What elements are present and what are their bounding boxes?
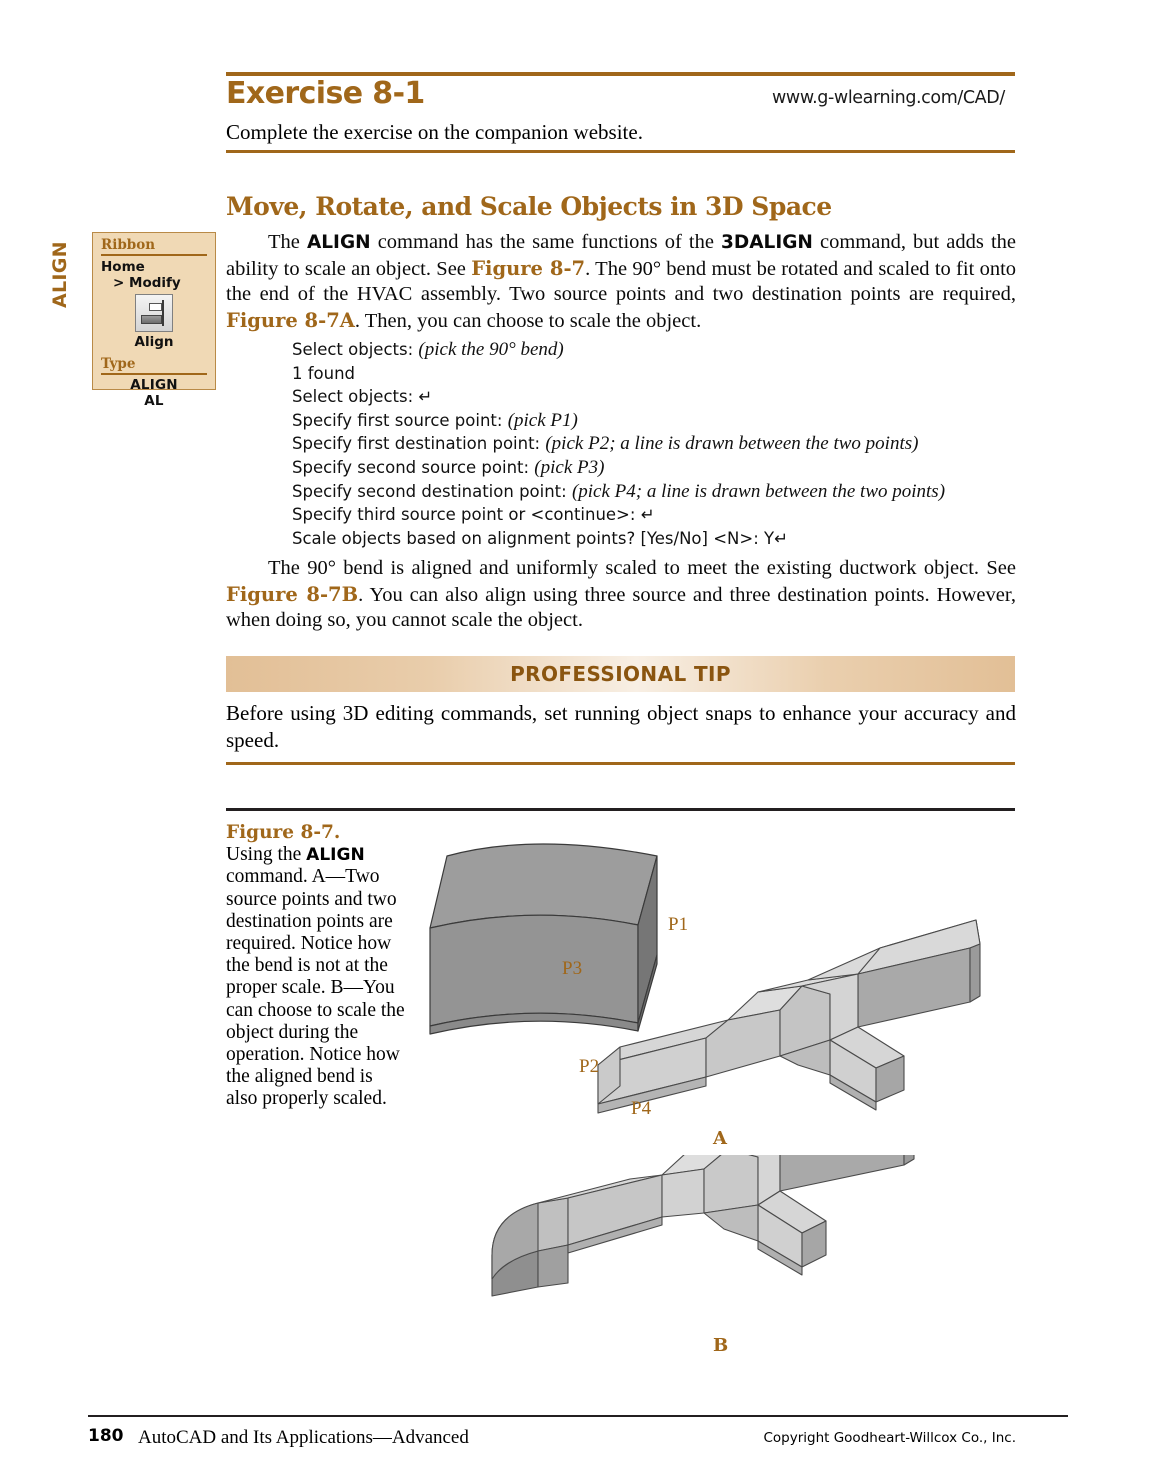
point-label-p4: P4 [631,1098,652,1119]
command-line [292,527,945,551]
point-label-p3: P3 [562,958,583,979]
footer-copyright: Copyright Goodheart-Willcox Co., Inc. [763,1430,1016,1446]
footer-rule [88,1415,1068,1417]
ribbon-reference-box [92,232,216,409]
command-line [292,432,945,456]
p1-text-c: command, but adds the ability to scale an object. See [226,231,1017,280]
professional-tip-bottom-rule [226,762,1015,765]
point-label-p1: P1 [668,914,689,935]
paragraph-align-intro [226,230,1016,334]
command-annotation: (pick P4; a line is drawn between the two points) [571,480,946,502]
align-icon-caption: Align [134,334,174,350]
p2-text-a: The 90° bend is aligned and uniformly scaled to meet the existing ductwork object. See [268,557,1016,579]
figure-number: Figure 8-7. [226,822,341,843]
footer-page-number: 180 [88,1426,124,1446]
p1-cmd-align: ALIGN [306,232,371,253]
footer-book-title: AutoCAD and Its Applications—Advanced [138,1427,469,1448]
command-name-vertical-label: ALIGN [49,241,71,308]
figure-caption-a: Using the [226,844,307,866]
align-icon-rect-top [149,303,162,311]
figure-caption [226,822,406,1111]
bend-solid-a [430,844,657,1034]
ribbon-box-header: Ribbon [101,237,156,253]
command-annotation: (pick P2; a line is drawn between the two points) [545,433,919,455]
figure-panel-b-label: B [713,1335,729,1356]
page-title: Exercise 8-1 [226,76,425,111]
ductwork-assembly-b [492,1155,914,1296]
figure-ref-8-7b[interactable]: Figure 8-7B [226,582,359,606]
figure-caption-cmd: ALIGN [306,845,365,866]
command-line [292,385,945,409]
align-icon-rect-bottom [141,315,162,324]
exercise-subtitle: Complete the exercise on the companion website. [226,120,643,144]
p1-cmd-3dalign: 3DALIGN [721,232,813,253]
figure-ref-8-7a[interactable]: Figure 8-7A [226,308,355,332]
figure-top-rule [226,808,1015,811]
command-prompt: Specify first source point: [292,410,508,430]
p2-text-b: . You can also align using three source and three destination points. However, when doing so, you cannot scale the object. [226,583,1017,631]
figure-b-drawing [490,1155,1015,1320]
point-label-p2: P2 [579,1056,600,1077]
command-annotation: (pick the 90° bend) [418,339,564,360]
command-sequence-block [292,338,945,550]
paragraph-align-result [226,556,1016,634]
command-annotation: (pick P3) [534,456,605,478]
figure-panel-a [425,818,1013,1118]
p1-text-d: . The 90° bend must be rotated and scaled to fit onto the end of the HVAC assembly. Two source points and two destination points are required, [226,257,1017,305]
p1-text-a: The [268,231,307,253]
command-prompt: Specify second source point: [292,457,535,477]
command-prompt: Select objects: [292,340,419,359]
ribbon-header-divider [101,254,207,256]
command-line [292,456,945,480]
figure-a-drawing [425,818,1013,1118]
p1-text-e: . Then, you can choose to scale the object. [354,309,702,332]
command-prompt: Specify first destination point: [292,434,546,454]
professional-tip-text: Before using 3D editing commands, set running object snaps to enhance your accuracy and speed. [226,701,1016,752]
type-value-al: AL [144,393,164,409]
command-prompt: 1 found [292,363,356,383]
companion-website-url[interactable]: www.g-wlearning.com/CAD/ [772,88,1005,108]
professional-tip-banner [226,656,1015,692]
p1-text-b: command has the same functions of the [370,231,722,253]
type-header-divider [101,373,207,375]
command-line [292,409,945,433]
command-line [292,362,945,386]
professional-tip-title: PROFESSIONAL TIP [510,662,731,686]
align-icon[interactable] [135,294,173,332]
type-value-align: ALIGN [130,377,178,393]
command-prompt: Specify second destination point: [292,481,572,501]
exercise-bottom-rule [226,150,1015,153]
figure-caption-b: command. A—Two source points and two destination points are required. Notice how the bend is not at the proper scale. B—You can choose to scale the object during the operation. Notice how the aligned bend is also properly scaled. [226,866,405,1110]
command-prompt: Scale objects based on alignment points? [Yes/No] <N>: Y↵ [292,528,788,548]
figure-panel-a-label: A [713,1128,727,1149]
command-line [292,480,945,504]
command-prompt: Select objects: ↵ [292,387,433,407]
figure-ref-8-7[interactable]: Figure 8-7 [471,256,586,280]
command-annotation: (pick P1) [507,409,578,431]
command-line [292,503,945,527]
figure-panel-b [490,1155,1015,1320]
section-heading: Move, Rotate, and Scale Objects in 3D Space [226,192,832,221]
ribbon-tab-label: Home [101,259,145,275]
command-line [292,338,945,362]
ribbon-panel-label: > Modify [113,275,181,291]
type-header: Type [101,356,136,372]
command-prompt: Specify third source point or <continue>: ↵ [292,505,655,525]
